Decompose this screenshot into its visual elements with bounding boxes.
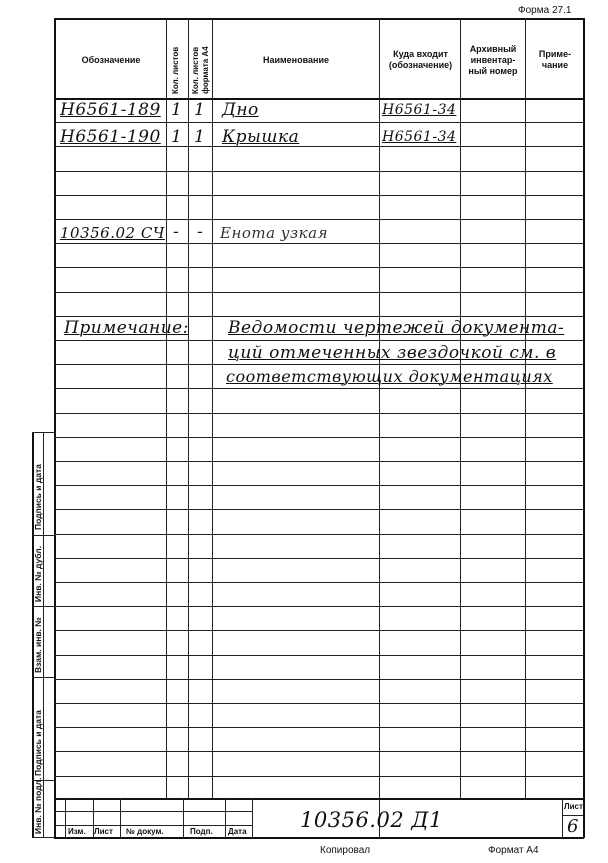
side-label-repl-inv: Взам. инв. №	[33, 617, 43, 673]
header-designation: Обозначение	[81, 54, 141, 65]
side-div-2	[32, 535, 54, 536]
tb-v-4	[183, 798, 184, 838]
note-line-1: Ведомости чертежей документа-	[228, 318, 565, 338]
note-line-2: ций отмеченных звездочкой см. в	[228, 343, 557, 363]
frame-bottom	[54, 837, 584, 839]
side-div-3	[32, 606, 54, 607]
row-1-sheets: 1	[171, 100, 183, 120]
tb-sign: Подп.	[190, 827, 213, 836]
table-row-line	[54, 703, 584, 704]
col-line-5	[460, 18, 461, 798]
tb-h-1	[54, 811, 252, 812]
table-row-line	[54, 751, 584, 752]
tb-doc-code: 10356.02 Д1	[300, 808, 443, 832]
table-row-line	[54, 219, 584, 220]
side-label-sign-date-top: Подпись и дата	[33, 464, 43, 530]
tb-date: Дата	[228, 827, 247, 836]
frame-left	[54, 18, 56, 838]
table-row-line	[54, 243, 584, 244]
row-1-designation: Н6561-189	[60, 100, 161, 120]
col-line-3	[212, 18, 213, 798]
header-archive-no: Архивный инвентар-ный номер	[468, 43, 518, 76]
table-row-line	[54, 267, 584, 268]
row-2-name: Крышка	[222, 127, 300, 147]
row-1-where: Н6561-34	[382, 102, 457, 118]
table-row-line	[54, 171, 584, 172]
row-3-designation: 10356.02 СЧ	[60, 224, 165, 242]
table-row-line	[54, 534, 584, 535]
table-row-line	[54, 582, 584, 583]
col-line-4	[379, 18, 380, 838]
tb-sheet-no: 6	[567, 816, 579, 837]
note-label: Примечание:	[64, 318, 189, 338]
tb-list: Лист	[94, 827, 113, 836]
table-row-line	[54, 630, 584, 631]
header-sheet-count: Кол. листов	[171, 46, 180, 94]
col-line-6	[525, 18, 526, 798]
table-row-line	[54, 122, 584, 123]
side-div-6	[32, 837, 54, 838]
table-row-line	[54, 485, 584, 486]
tb-doc-no: № докум.	[126, 827, 164, 836]
row-2-a4: 1	[194, 127, 206, 147]
side-strip-inner	[43, 432, 44, 838]
tb-izm: Изм.	[68, 827, 86, 836]
table-row-line	[54, 655, 584, 656]
footer-copied: Копировал	[320, 845, 371, 856]
table-row-line	[54, 195, 584, 196]
title-block-top	[54, 798, 584, 800]
note-line-3: соответствующих документациях	[226, 367, 553, 386]
col-line-2	[188, 18, 189, 798]
table-row-line	[54, 437, 584, 438]
tb-v-5	[225, 798, 226, 838]
table-row-line	[54, 606, 584, 607]
table-row-line	[54, 776, 584, 777]
header-format-a4-text: Кол. листов формата А4	[191, 46, 210, 94]
table-row-line	[54, 364, 584, 365]
header-format-a4	[191, 22, 211, 94]
header-name: Наименование	[262, 54, 330, 65]
row-3-sheets: -	[173, 222, 180, 242]
row-3-a4: -	[197, 222, 204, 242]
side-label-sign-date-bottom: Подпись и дата	[33, 710, 43, 776]
table-row-line	[54, 509, 584, 510]
table-row-line	[54, 413, 584, 414]
table-row-line	[54, 727, 584, 728]
footer-format: Формат А4	[488, 845, 539, 856]
side-div-1	[32, 432, 54, 433]
table-row-line	[54, 316, 584, 317]
frame-top	[54, 18, 584, 20]
table-row-line	[54, 461, 584, 462]
tb-h-2	[54, 825, 252, 826]
tb-v-7	[562, 798, 563, 838]
frame-right	[583, 18, 585, 838]
row-1-name: Дно	[222, 100, 259, 120]
row-3-name: Енота узкая	[220, 224, 329, 242]
row-2-where: Н6561-34	[382, 129, 457, 145]
header-where-used: Куда входит (обозначение)	[388, 49, 453, 70]
side-div-4	[32, 677, 54, 678]
tb-v-1	[65, 798, 66, 838]
side-label-orig-inv: Инв. № подл.	[33, 777, 43, 834]
table-row-line	[54, 558, 584, 559]
table-row-line	[54, 388, 584, 389]
tb-sheet-label: Лист	[564, 802, 583, 811]
row-1-a4: 1	[194, 100, 206, 120]
tb-v-3	[120, 798, 121, 838]
table-row-line	[54, 679, 584, 680]
side-label-dup-inv: Инв. № дубл.	[33, 545, 43, 602]
row-2-designation: Н6561-190	[60, 127, 161, 147]
row-2-sheets: 1	[171, 127, 183, 147]
form-label: Форма 27.1	[518, 5, 572, 16]
table-row-line	[54, 292, 584, 293]
tb-v-6	[252, 798, 253, 838]
table-row-line	[54, 340, 584, 341]
col-line-1	[166, 18, 167, 798]
header-note: Приме-чание	[538, 49, 572, 70]
